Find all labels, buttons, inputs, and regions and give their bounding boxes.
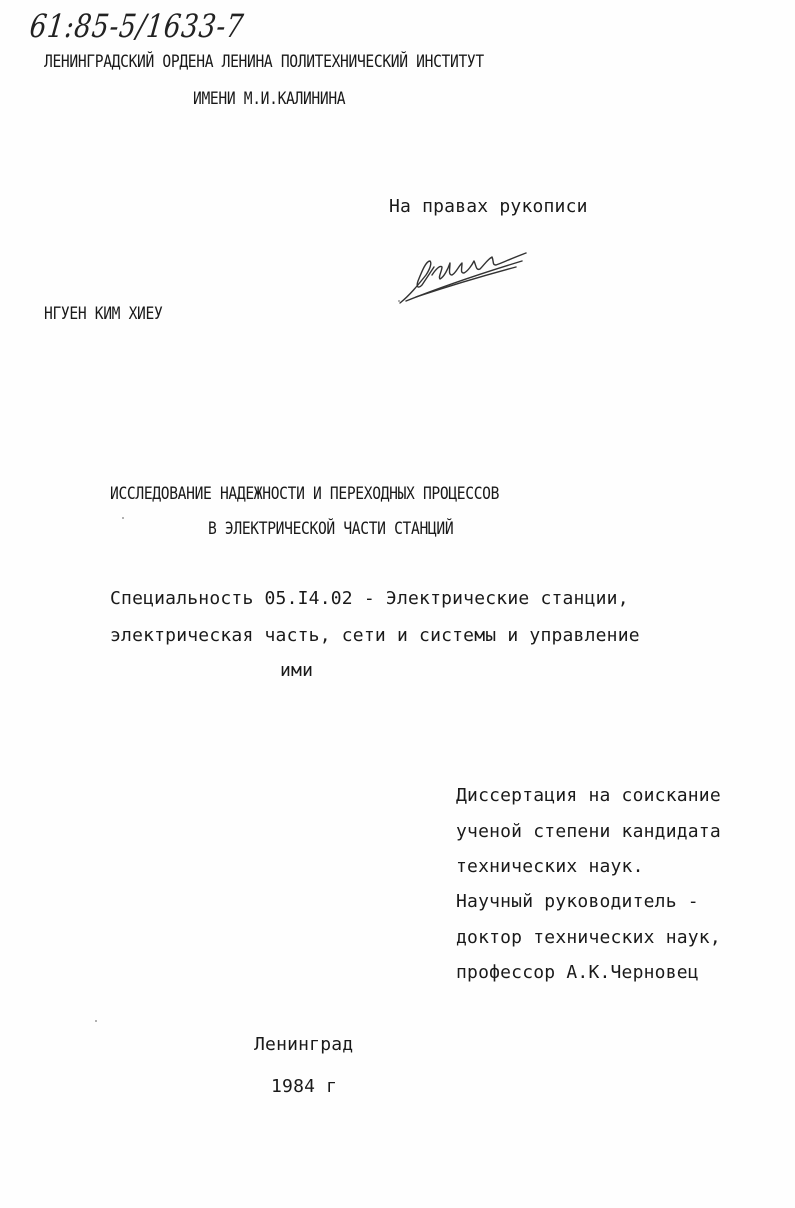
paper-speck bbox=[95, 1020, 97, 1022]
thesis-title-line-1: ИССЛЕДОВАНИЕ НАДЕЖНОСТИ И ПЕРЕХОДНЫХ ПРОЦЕССОВ bbox=[110, 484, 500, 504]
specialty-line-2: электрическая часть, сети и системы и управление bbox=[110, 625, 640, 646]
dissertation-info-line: профессор А.К.Черновец bbox=[456, 962, 699, 983]
dissertation-info-line: технических наук. bbox=[456, 856, 644, 877]
thesis-title-line-2: В ЭЛЕКТРИЧЕСКОЙ ЧАСТИ СТАНЦИЙ bbox=[208, 519, 454, 539]
specialty-line-1: Специальность 05.I4.02 - Электрические станции, bbox=[110, 588, 629, 609]
institution-line-1: ЛЕНИНГРАДСКИЙ ОРДЕНА ЛЕНИНА ПОЛИТЕХНИЧЕСКИЙ ИНСТИТУТ bbox=[44, 52, 484, 72]
catalog-number: 61:85-5/1633-7 bbox=[27, 7, 247, 45]
year: 1984 г bbox=[271, 1076, 338, 1097]
institution-line-2: ИМЕНИ М.И.КАЛИНИНА bbox=[193, 89, 346, 109]
handwritten-signature bbox=[396, 245, 536, 309]
author-name: НГУЕН КИМ ХИЕУ bbox=[44, 304, 163, 324]
dissertation-info-line: доктор технических наук, bbox=[456, 927, 721, 948]
dissertation-info-line: Диссертация на соискание bbox=[456, 785, 721, 806]
manuscript-rights: На правах рукописи bbox=[389, 196, 588, 217]
dissertation-info-line: ученой степени кандидата bbox=[456, 821, 721, 842]
paper-speck bbox=[398, 300, 400, 302]
dissertation-info-line: Научный руководитель - bbox=[456, 891, 699, 912]
paper-speck bbox=[122, 517, 124, 519]
specialty-line-3: ими bbox=[280, 660, 314, 681]
city: Ленинград bbox=[254, 1034, 354, 1055]
